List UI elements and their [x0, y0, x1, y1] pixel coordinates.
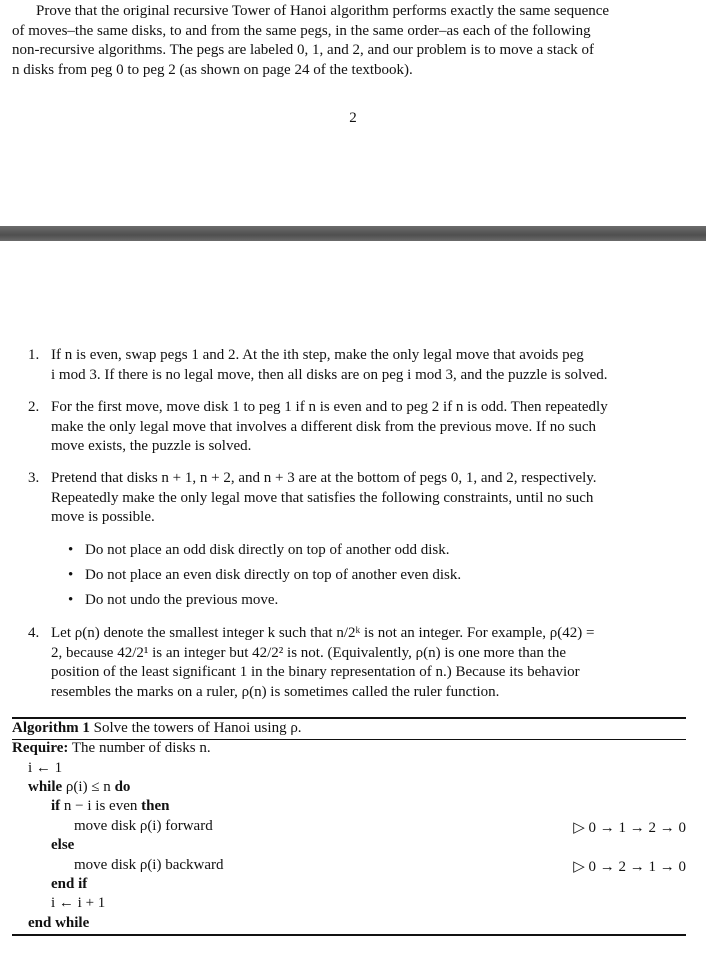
algorithm-endwhile: end while	[28, 915, 90, 931]
item-number: 3.	[28, 470, 40, 486]
algorithm-move-backward: move disk ρ(i) backward	[74, 857, 224, 873]
item-number: 4.	[28, 625, 40, 641]
algorithm-init: i ← 1	[28, 760, 63, 776]
item-line: Repeatedly make the only legal move that satisfies the following constraints, until no such	[51, 489, 594, 506]
list-item	[28, 469, 686, 528]
algorithm-if: if n − i is even then	[51, 798, 170, 814]
algorithm-top-rule	[12, 717, 686, 719]
intro-line: n disks from peg 0 to peg 2 (as shown on page 24 of the textbook).	[12, 61, 413, 78]
algorithm-else: else	[51, 837, 75, 853]
constraint-bullet: • Do not place an even disk directly on top of another even disk.	[68, 566, 461, 586]
page-bottom	[0, 241, 706, 964]
algorithm-while: while ρ(i) ≤ n do	[28, 779, 131, 795]
list-item	[28, 346, 686, 385]
item-line: If n is even, swap pegs 1 and 2. At the ith step, make the only legal move that avoids peg	[51, 347, 584, 363]
item-line: move exists, the puzzle is solved.	[51, 438, 252, 454]
item-line: Pretend that disks n + 1, n + 2, and n + 3 are at the bottom of pegs 0, 1, and 2, respectively.	[51, 470, 597, 486]
algorithm-move-forward: move disk ρ(i) forward	[74, 818, 213, 834]
page-number: 2	[349, 110, 357, 126]
bullet-icon: •	[68, 592, 74, 608]
algorithm-comment-forward: ▷ 0 → 1 → 2 → 0	[573, 820, 686, 836]
list-item	[28, 398, 686, 457]
item-line: 2, because 42/2¹ is an integer but 42/2² is not. (Equivalently, ρ(n) is one more than the	[51, 644, 566, 661]
algorithm-increment: i ← i + 1	[51, 895, 106, 911]
algorithm-comment-backward: ▷ 0 → 2 → 1 → 0	[573, 859, 686, 875]
intro-line: Prove that the original recursive Tower of Hanoi algorithm performs exactly the same sequence	[36, 3, 610, 19]
bullet-icon: •	[68, 567, 74, 583]
item-line: move is possible.	[51, 509, 155, 525]
item-line: resembles the marks on a ruler, ρ(n) is sometimes called the ruler function.	[51, 683, 500, 700]
list-item	[28, 624, 686, 702]
intro-line: of moves–the same disks, to and from the same pegs, in the same order–as each of the following	[12, 22, 591, 39]
item-line: For the first move, move disk 1 to peg 1 if n is even and to peg 2 if n is odd. Then repeatedly	[51, 399, 608, 415]
algorithm-require: Require: The number of disks n.	[12, 740, 211, 756]
item-line: position of the least significant 1 in the binary representation of n.) Because its behavior	[51, 664, 580, 680]
problem-statement	[12, 2, 686, 80]
item-line: i mod 3. If there is no legal move, then all disks are on peg i mod 3, and the puzzle is solved.	[51, 366, 608, 383]
item-number: 1.	[28, 347, 40, 363]
constraint-bullet: • Do not place an odd disk directly on top of another odd disk.	[68, 541, 450, 561]
algorithm-title: Algorithm 1 Solve the towers of Hanoi using ρ.	[12, 720, 302, 736]
intro-line: non-recursive algorithms. The pegs are labeled 0, 1, and 2, and our problem is to move a stack of	[12, 42, 595, 58]
page-divider	[0, 226, 706, 241]
bullet-icon: •	[68, 542, 74, 558]
constraint-bullet: • Do not undo the previous move.	[68, 591, 278, 611]
item-line: Let ρ(n) denote the smallest integer k such that n/2ᵏ is not an integer. For example, ρ(42) =	[51, 625, 595, 641]
item-line: make the only legal move that involves a different disk from the previous move. If no such	[51, 418, 597, 435]
algorithm-endif: end if	[51, 876, 88, 892]
item-number: 2.	[28, 399, 40, 415]
page-top	[0, 0, 706, 226]
algorithm-bottom-rule	[12, 934, 686, 936]
